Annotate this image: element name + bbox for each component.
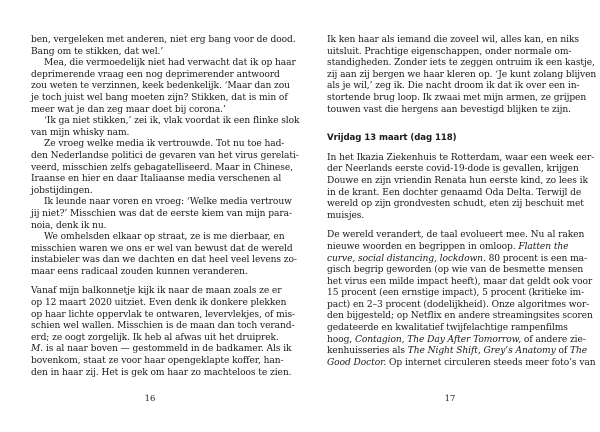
text-line: stortende brug loop. Ik zwaai met mijn armen, ze grijpen [327,92,587,103]
text-line: Douwe en zijn vriendin Renata hun eerste kind, zo lees ik [327,175,588,186]
text-line: instabieler was dan we dachten en dat heel veel levens zo- [31,255,297,266]
italic-term: Flatten the [518,241,569,252]
text-line: erd; ze oogt zorgelijk. Ik heb al afwas uit het druiprek. [31,332,279,343]
right-text-column [327,35,597,369]
page-number-left: 16 [144,393,156,403]
italic-title: The [569,346,588,357]
text-line: pact) en 2–3 procent (dodelijkheid). Onze algoritmes wor- [327,299,590,310]
text-line: Ik leunde naar voren en vroeg: ‘Welke media vertrouw [44,197,292,208]
section-break [327,116,575,133]
text-line-part: nieuwe woorden en begrippen in omloop. [327,241,516,252]
text-line: Ik ken haar als iemand die zoveel wil, alles kan, en niks [327,35,579,45]
text-line-part: Op internet circuleren steeds meer foto’s van [389,357,596,368]
text-line-part: of andere zie- [523,334,586,345]
text-line-part: kenhuisseries als [327,346,405,357]
text-line: ‘Ik ga niet stikken,’ zei ik, vlak voordat ik een flinke slok [44,116,300,127]
text-line: schien wel wallen. Misschien is de maan dan toch verand- [31,321,295,332]
text-line: uitsluit. Prachtige eigenschappen, onder normale om- [327,46,572,57]
text-line [327,334,586,347]
text-line [327,346,588,358]
text-line: veerd, misschien zelfs gebagatelliseerd. Maar in Chinese, [31,162,293,173]
text-line-part: 80 procent is een ma- [488,253,587,264]
text-line: bovenkom, staat ze voor haar opengeklapte koffer, han- [31,356,284,367]
text-line: den bijgesteld; op Netflix en andere streamingsites scoren [327,311,593,322]
text-line: jobstijdingen. [31,185,93,196]
text-line: gedateerde en kwalitatief twijfelachtige rampenfilms [327,323,568,334]
text-line: wereld op zijn grondvesten schudt, eten zij beschuit met [327,199,584,210]
paragraph-break [327,145,575,153]
text-line [31,344,292,356]
left-text-column [31,35,300,379]
italic-title: Good Doctor. [327,357,387,368]
text-line: Vanaf mijn balkonnetje kijk ik naar de maan zoals ze er [31,286,282,297]
text-line: maar eens radicaal zouden kunnen veranderen. [31,266,248,277]
text-line-rest: is al naar boven — gestommeld in de badkamer. Als ik [45,344,292,355]
text-line-part: of [558,346,568,357]
text-line: 15 procent (een ernstige impact), 5 procent (kritieke im- [327,288,585,299]
text-line [327,357,596,370]
text-line: den in haar zij. Het is gek om haar zo machteloos te zien. [31,367,292,378]
text-line [327,253,587,266]
text-line-part: hoog, [327,334,353,345]
text-line: We omhelsden elkaar op straat, ze is me dierbaar, en [44,232,285,243]
text-line: muisjes. [327,210,365,221]
text-line: Ze vroeg welke media ik vertrouwde. Tot nu toe had- [44,139,285,150]
paragraph-break [31,278,279,286]
text-line: jij niet?’ Misschien was dat de eerste kiem van mijn para- [31,208,292,219]
text-line: ben, vergeleken met anderen, niet erg bang voor de dood. [31,35,296,45]
text-line: op haar lichte oppervlak te ontwaren, levervlekjes, of mis- [31,309,296,320]
text-line: het virus een milde impact heeft), maar dat geldt ook voor [327,276,593,287]
italic-term: curve, social distancing, lockdown. [327,253,486,264]
italic-title: Contagion, The Day After Tomorrow, [354,334,522,345]
initial-m: M. [31,344,44,355]
text-line: standigheden. Zonder iets te zeggen ontruim ik een kastje, [327,58,595,69]
text-line: den Nederlandse politici de gevaren van het virus gerelati- [31,150,299,161]
italic-title: The Night Shift, Grey’s Anatomy [407,346,556,357]
section-heading: Vrijdag 13 maart (dag 118) [327,133,457,144]
paragraph-break [327,222,575,230]
text-line: Iraanse en hier en daar Italiaanse media verschenen al [31,174,282,185]
text-line: De wereld verandert, de taal evolueert mee. Nu al raken [327,230,585,241]
text-line: zij aan zij bergen we haar kleren op. ‘Je kunt zolang blijven [327,69,597,80]
text-line: meer wat je dan zeg maar doet bij corona.’ [31,104,226,115]
text-line: in de krant. Een dochter genaamd Oda Delta. Terwijl de [327,187,582,198]
page-number-right: 17 [444,393,456,403]
text-line: van mijn whisky nam. [31,127,130,138]
text-line: misschien waren we ons er wel van bewust dat de wereld [31,243,293,254]
text-line [327,242,575,254]
text-line: Bang om te stikken, dat wel.’ [31,46,164,57]
text-line: als je wil,’ zeg ik. Die nacht droom ik dat ik over een in- [327,81,580,92]
text-line: Mea, die vermoedelijk niet had verwacht dat ik op haar [44,58,296,69]
text-line: op 12 maart 2020 uitziet. Even denk ik donkere plekken [31,298,287,309]
text-line: der Neerlands eerste covid-19-dode is gevallen, krijgen [327,164,579,175]
text-line: touwen vast die hergens aan bevestigd blijken te zijn. [327,104,571,115]
text-line: In het Ikazia Ziekenhuis te Rotterdam, waar een week eer- [327,152,595,163]
text-line: zou weten te verzinnen, keek bedenkelijk. ‘Maar dan zou [31,81,290,92]
text-line: gisch begrip geworden (op wie van de besmette mensen [327,265,584,276]
text-line: deprimerende vraag een nog deprimerender antwoord [31,69,280,80]
text-line: noia, denk ik nu. [31,220,107,231]
text-line: je toch juist wel bang moeten zijn? Stikken, dat is min of [31,92,288,103]
